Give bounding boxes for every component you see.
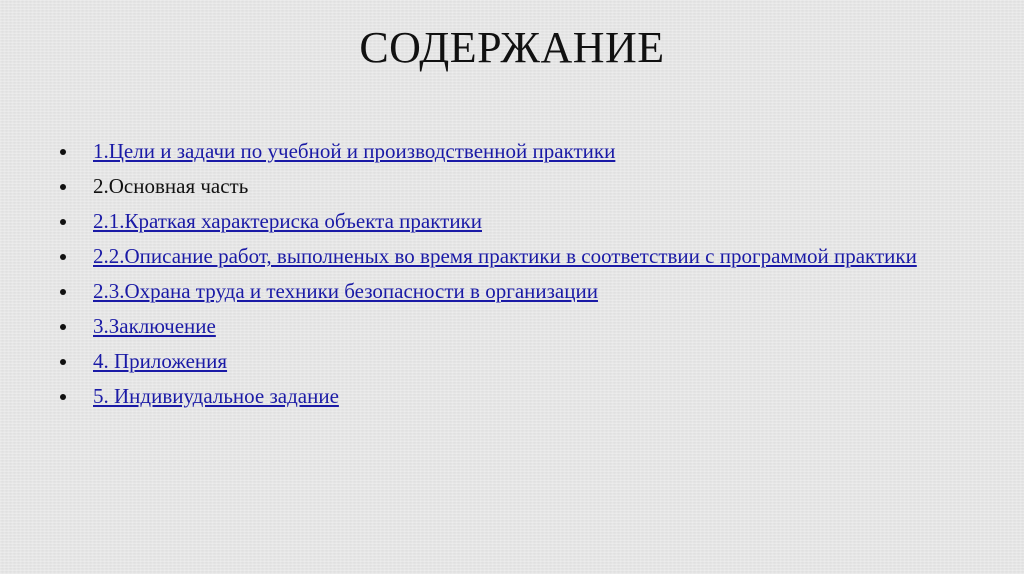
bullet-icon <box>60 359 66 365</box>
toc-item-main-part <box>60 170 940 202</box>
slide-title: СОДЕРЖАНИЕ <box>359 23 665 72</box>
toc-item-safety <box>60 275 940 307</box>
bullet-icon <box>60 254 66 260</box>
toc-link-safety[interactable]: 2.3.Охрана труда и техники безопасности в организации <box>93 279 598 303</box>
toc-item-appendices <box>60 345 940 377</box>
bullet-icon <box>60 394 66 400</box>
toc-item-work-description <box>60 240 940 272</box>
toc-link-individual-task[interactable]: 5. Индивиудальное задание <box>93 384 339 408</box>
toc-item-individual-task <box>60 380 940 412</box>
toc-link-work-description[interactable]: 2.2.Описание работ, выполненых во время практики в соответствии с программой практики <box>93 244 917 268</box>
bullet-icon <box>60 289 66 295</box>
toc-link-conclusion[interactable]: 3.Заключение <box>93 314 216 338</box>
toc-text-main-part: 2.Основная часть <box>93 174 249 198</box>
bullet-icon <box>60 149 66 155</box>
bullet-icon <box>60 324 66 330</box>
toc-link-appendices[interactable]: 4. Приложения <box>93 349 228 373</box>
toc-item-conclusion <box>60 310 940 342</box>
toc-link-goals[interactable]: 1.Цели и задачи по учебной и производственной практики <box>93 139 616 163</box>
table-of-contents <box>60 135 940 415</box>
toc-item-goals <box>60 135 940 167</box>
toc-item-object-description <box>60 205 940 237</box>
bullet-icon <box>60 219 66 225</box>
bullet-icon <box>60 184 66 190</box>
toc-link-object-description[interactable]: 2.1.Краткая характериска объекта практики <box>93 209 482 233</box>
